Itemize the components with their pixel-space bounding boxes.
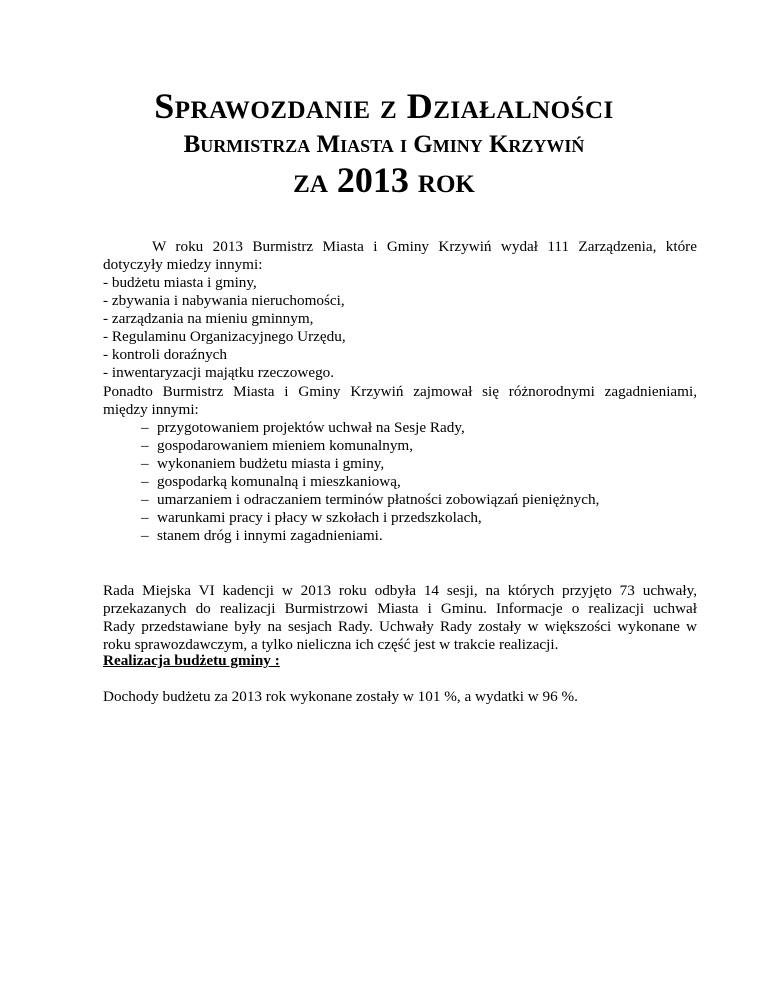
document-title: Sprawozdanie z Działalności	[154, 86, 614, 126]
paragraph-line: roku sprawozdawczym, a tylko nieliczna ich część jest w trakcie realizacji.	[103, 636, 559, 653]
document-year-title: za 2013 rok	[293, 160, 475, 200]
paragraph-line: Rada Miejska VI kadencji w 2013 roku odbyła 14 sesji, na których przyjęto 73 uchwały,	[103, 582, 697, 599]
budget-heading: Realizacja budżetu gminy :	[103, 652, 280, 669]
document-subtitle: Burmistrza Miasta i Gminy Krzywiń	[183, 131, 585, 158]
paragraph-activities	[103, 383, 697, 545]
paragraph-line: między innymi:	[103, 401, 199, 418]
list-item: - budżetu miasta i gminy,	[103, 274, 257, 291]
budget-paragraph: Dochody budżetu za 2013 rok wykonane zostały w 101 %, a wydatki w 96 %.	[103, 688, 578, 705]
list-item: – umarzaniem i odraczaniem terminów płatności zobowiązań pieniężnych,	[143, 491, 697, 509]
list-item: - kontroli doraźnych	[103, 346, 227, 363]
list-item: – przygotowaniem projektów uchwał na Sesje Rady,	[143, 419, 697, 437]
paragraph-council	[103, 582, 697, 654]
paragraph-line: Ponadto Burmistrz Miasta i Gminy Krzywiń zajmował się różnorodnymi zagadnieniami,	[103, 383, 697, 400]
paragraph-ordinances	[103, 238, 697, 382]
list-item: – stanem dróg i innymi zagadnieniami.	[143, 527, 697, 545]
paragraph-line: Rady przedstawiane były na sesjach Rady. Uchwały Rady zostały w większości wykonane w	[103, 618, 697, 635]
list-item: – gospodarowaniem mieniem komunalnym,	[143, 437, 697, 455]
activities-list	[103, 419, 697, 545]
list-item: – warunkami pracy i płacy w szkołach i przedszkolach,	[143, 509, 697, 527]
list-item: - zarządzania na mieniu gminnym,	[103, 310, 314, 327]
list-item: - inwentaryzacji majątku rzeczowego.	[103, 364, 335, 381]
paragraph-line: dotyczyły miedzy innymi:	[103, 256, 263, 273]
list-item: – gospodarką komunalną i mieszkaniową,	[143, 473, 697, 491]
list-item: - Regulaminu Organizacyjnego Urzędu,	[103, 328, 346, 345]
paragraph-line: przekazanych do realizacji Burmistrzowi Miasta i Gminu. Informacje o realizacji uchwał	[103, 600, 697, 617]
list-item: – wykonaniem budżetu miasta i gminy,	[143, 455, 697, 473]
paragraph-line: W roku 2013 Burmistrz Miasta i Gminy Krzywiń wydał 111 Zarządzenia, które	[152, 238, 697, 255]
list-item: - zbywania i nabywania nieruchomości,	[103, 292, 345, 309]
